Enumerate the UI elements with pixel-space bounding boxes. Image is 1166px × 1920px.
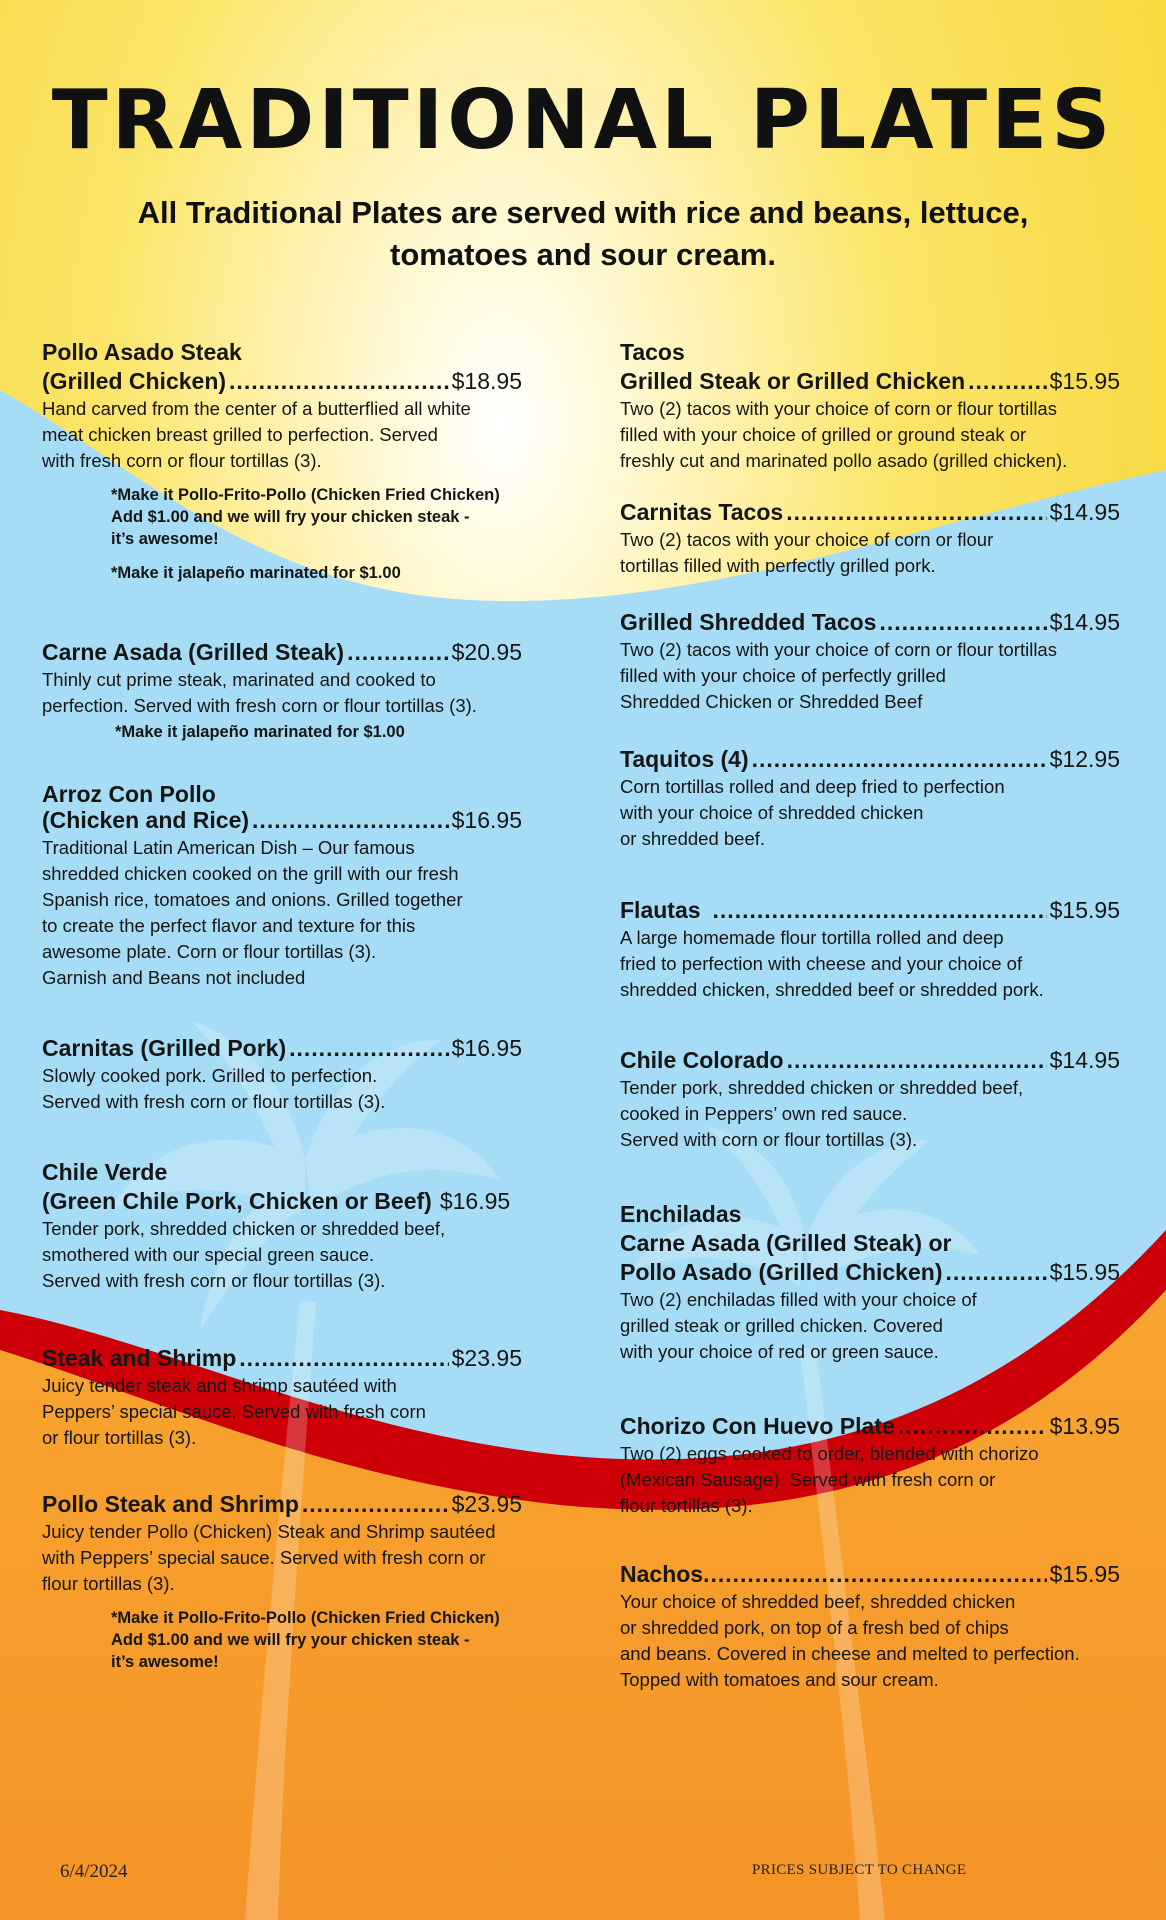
item-description: Two (2) eggs cooked to order, blended with chorizo (Mexican Sausage). Served with fresh corn or flour tortillas (3). [620,1443,1039,1516]
item-name: Flautas [620,897,701,923]
item-price-line [620,367,1120,396]
menu-item-chile-verde [42,1158,522,1294]
item-price-line [620,1412,1120,1441]
item-price: $23.95 [451,1345,522,1371]
dot-leader [347,638,449,667]
item-description: Slowly cooked pork. Grilled to perfection. Served with fresh corn or flour tortillas (3). [42,1065,386,1112]
dot-leader [302,1490,449,1519]
item-description: Traditional Latin American Dish – Our famous shredded chicken cooked on the grill with our fresh Spanish rice, tomatoes and onions. Grilled together to create the perfect flavor and texture for this awesome plate. Corn or flour tortillas (3). Garnish and Beans not included [42,837,463,988]
menu-item-steak-and-shrimp [42,1344,522,1451]
item-note: *Make it Pollo-Frito-Pollo (Chicken Fried Chicken) Add $1.00 and we will fry your chicken steak - it’s awesome! [111,486,500,548]
dot-leader [289,1034,449,1063]
item-price-line [42,367,522,396]
footer-date: 6/4/2024 [60,1861,128,1882]
dot-leader [945,1258,1046,1287]
menu-item-tacos [620,338,1120,474]
item-price: $13.95 [1049,1413,1120,1439]
item-price-line [42,806,522,835]
item-name: Carnitas Tacos [620,499,784,525]
item-name: Pollo Asado (Grilled Chicken) [620,1259,943,1285]
item-name: Chile Colorado [620,1047,784,1073]
item-price: $14.95 [1049,609,1120,635]
menu-item-enchiladas [620,1200,1120,1365]
dot-leader [787,1046,1047,1075]
item-price-line [620,745,1120,774]
item-name: Enchiladas [620,1201,742,1227]
item-price: $12.95 [1049,746,1120,772]
item-description: Juicy tender steak and shrimp sautéed with Peppers’ special sauce. Served with fresh corn or flour tortillas (3). [42,1375,426,1448]
dot-leader [703,1560,1047,1589]
item-note: *Make it jalapeño marinated for $1.00 [115,723,405,741]
item-description: Hand carved from the center of a butterflied all white meat chicken breast grilled to perfection. Served with fresh corn or flour tortillas (3). [42,398,471,471]
item-price: $16.95 [451,807,522,833]
item-price: $16.95 [439,1188,511,1214]
item-name: Carne Asada (Grilled Steak) [42,639,345,665]
item-description: Thinly cut prime steak, marinated and cooked to perfection. Served with fresh corn or flour tortillas (3). [42,669,477,716]
item-price: $20.95 [451,639,522,665]
item-name: Taquitos (4) [620,746,749,772]
item-description: Tender pork, shredded chicken or shredded beef, cooked in Peppers’ own red sauce. Served with corn or flour tortillas (3). [620,1077,1024,1150]
item-name: Carnitas (Grilled Pork) [42,1035,287,1061]
menu-item-pollo-asado [42,338,522,584]
item-price: $18.95 [451,368,522,394]
item-name: Grilled Shredded Tacos [620,609,877,635]
dot-leader [239,1344,448,1373]
item-name: (Grilled Chicken) [42,368,227,394]
item-price-line [620,1258,1120,1287]
item-name: Pollo Asado Steak [42,339,242,365]
dot-leader [879,608,1046,637]
item-price-line [620,1046,1120,1075]
page-subtitle: All Traditional Plates are served with rice and beans, lettuce, tomatoes and sour cream. [137,195,1029,272]
item-description: Corn tortillas rolled and deep fried to perfection with your choice of shredded chicken or shredded beef. [620,776,1005,849]
item-price: $15.95 [1049,1259,1120,1285]
dot-leader [786,498,1046,527]
footer-prices-note: PRICES SUBJECT TO CHANGE [752,1862,967,1878]
item-description: Tender pork, shredded chicken or shredded beef, smothered with our special green sauce. Served with fresh corn or flour tortillas (3). [42,1218,446,1291]
item-price-line [620,498,1120,527]
item-description: Two (2) tacos with your choice of corn or flour tortillas filled with your choice of grilled or ground steak or freshly cut and marinated pollo asado (grilled chicken). [620,398,1068,471]
item-note: *Make it jalapeño marinated for $1.00 [111,564,401,582]
item-price-line [620,608,1120,637]
item-price-line [42,1187,522,1216]
item-description: Two (2) enchiladas filled with your choice of grilled steak or grilled chicken. Covered with your choice of red or green sauce. [620,1289,977,1362]
item-name: (Chicken and Rice) [42,807,250,833]
item-description: A large homemade flour tortilla rolled and deep fried to perfection with cheese and your choice of shredded chicken, shredded beef or shredded pork. [620,927,1044,1000]
item-price-line [42,1034,522,1063]
menu-item-taquitos [620,745,1120,852]
item-name: Grilled Steak or Grilled Chicken [620,368,966,394]
item-price-line [42,1344,522,1373]
item-price: $15.95 [1049,897,1120,923]
dot-leader [898,1412,1047,1441]
item-name: Arroz Con Pollo [42,781,216,807]
menu-item-arroz-con-pollo [42,782,522,991]
item-price-line [620,896,1120,925]
item-name: Carne Asada (Grilled Steak) or [620,1230,952,1256]
dot-leader [713,896,1047,925]
item-price: $23.95 [451,1491,522,1517]
menu-item-grilled-shredded-tacos [620,608,1120,715]
item-name: Pollo Steak and Shrimp [42,1491,299,1517]
item-price: $14.95 [1049,1047,1120,1073]
item-name: (Green Chile Pork, Chicken or Beef) [42,1188,432,1214]
dot-leader [968,367,1047,396]
item-description: Your choice of shredded beef, shredded chicken or shredded pork, on top of a fresh bed of chips and beans. Covered in cheese and melted to perfection. Topped with tomatoes and sour cream. [620,1591,1080,1690]
menu-item-flautas [620,896,1120,1003]
menu-item-carnitas [42,1034,522,1115]
item-description: Two (2) tacos with your choice of corn or flour tortillas filled with your choice of perfectly grilled Shredded Chicken or Shredded Beef [620,639,1057,712]
item-price: $15.95 [1049,1561,1120,1587]
menu-item-chile-colorado [620,1046,1120,1153]
item-price-line [42,638,522,667]
menu-item-chorizo-con-huevo [620,1412,1120,1519]
menu-item-carnitas-tacos [620,498,1120,579]
item-price: $15.95 [1049,368,1120,394]
item-price-line [620,1560,1120,1589]
dot-leader [752,745,1047,774]
item-note: *Make it Pollo-Frito-Pollo (Chicken Fried Chicken) Add $1.00 and we will fry your chicken steak - it’s awesome! [111,1609,500,1671]
item-name: Nachos [620,1561,704,1587]
dot-leader [229,367,449,396]
menu-item-nachos [620,1560,1120,1693]
menu-item-pollo-steak-and-shrimp [42,1490,522,1673]
item-name: Steak and Shrimp [42,1345,237,1371]
item-description: Two (2) tacos with your choice of corn or flour tortillas filled with perfectly grilled pork. [620,529,994,576]
item-price: $14.95 [1049,499,1120,525]
item-description: Juicy tender Pollo (Chicken) Steak and Shrimp sautéed with Peppers’ special sauce. Served with fresh corn or flour tortillas (3). [42,1521,496,1594]
item-name: Chile Verde [42,1159,168,1185]
item-name: Chorizo Con Huevo Plate [620,1413,895,1439]
menu-item-carne-asada [42,638,522,743]
item-price-line [42,1490,522,1519]
item-price: $16.95 [451,1035,522,1061]
page-title: TRADITIONAL PLATES [51,73,1115,168]
dot-leader [252,806,449,835]
item-name: Tacos [620,339,685,365]
